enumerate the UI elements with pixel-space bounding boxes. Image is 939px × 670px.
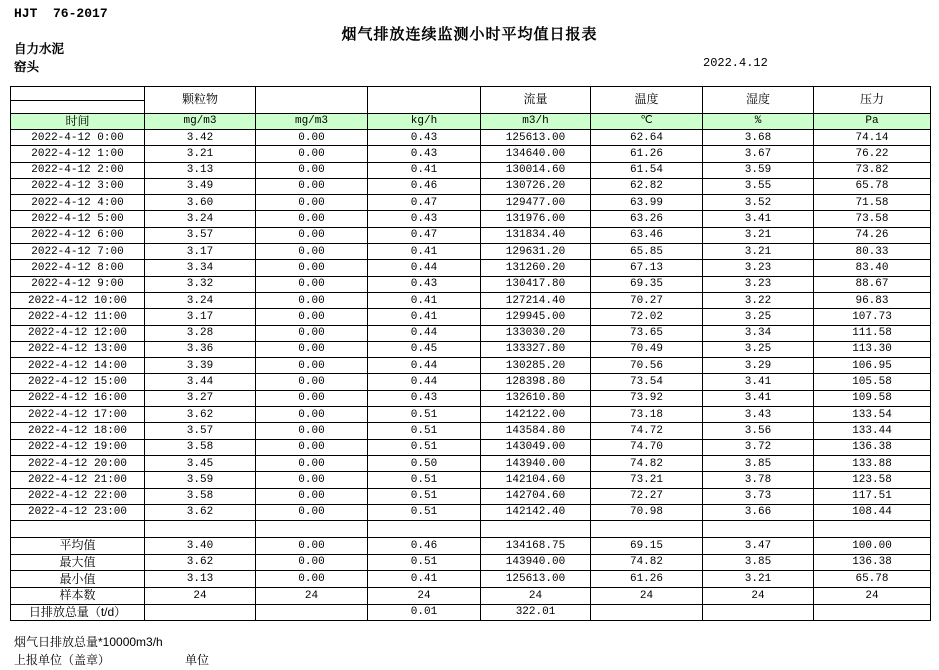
table-cell: 2022-4-12 17:00 — [11, 407, 145, 423]
table-cell: 107.73 — [814, 309, 931, 325]
table-cell: 2022-4-12 2:00 — [11, 162, 145, 178]
table-cell: 0.44 — [368, 374, 481, 390]
table-cell: 2022-4-12 14:00 — [11, 358, 145, 374]
table-cell: 3.24 — [145, 211, 256, 227]
table-cell: 2022-4-12 7:00 — [11, 244, 145, 260]
table-cell: 3.60 — [145, 195, 256, 211]
table-cell: 113.30 — [814, 341, 931, 357]
table-cell: 106.95 — [814, 358, 931, 374]
table-cell: 0.51 — [368, 407, 481, 423]
table-cell: 0.00 — [256, 260, 368, 276]
table-cell: 3.17 — [145, 309, 256, 325]
table-row — [11, 341, 931, 357]
table-cell: 2022-4-12 3:00 — [11, 178, 145, 194]
table-cell — [256, 87, 368, 114]
table-cell: 111.58 — [814, 325, 931, 341]
table-cell: 0.00 — [256, 439, 368, 455]
table-cell: 131260.20 — [481, 260, 591, 276]
table-cell: 0.51 — [368, 472, 481, 488]
summary-row — [11, 587, 931, 604]
table-cell: 117.51 — [814, 488, 931, 504]
table-cell: 70.49 — [591, 341, 703, 357]
table-cell: 70.98 — [591, 504, 703, 520]
table-cell: 0.01 — [368, 604, 481, 621]
table-cell: 130417.80 — [481, 276, 591, 292]
table-cell — [256, 521, 368, 538]
table-cell: 0.00 — [256, 146, 368, 162]
table-cell: 3.25 — [703, 341, 814, 357]
table-row — [11, 439, 931, 455]
table-cell — [814, 604, 931, 621]
table-cell: 0.43 — [368, 276, 481, 292]
table-cell: 3.27 — [145, 390, 256, 406]
table-cell: 2022-4-12 19:00 — [11, 439, 145, 455]
table-cell: 样本数 — [11, 587, 145, 604]
table-cell: 0.00 — [256, 504, 368, 520]
table-cell: 0.41 — [368, 571, 481, 588]
table-cell: 142104.60 — [481, 472, 591, 488]
table-cell: 3.45 — [145, 455, 256, 471]
table-cell: 0.00 — [256, 309, 368, 325]
table-cell: 0.51 — [368, 504, 481, 520]
summary-row — [11, 571, 931, 588]
table-row — [11, 488, 931, 504]
table-cell: 0.00 — [256, 488, 368, 504]
table-cell: 0.44 — [368, 260, 481, 276]
table-cell: 0.00 — [256, 472, 368, 488]
table-cell: 0.46 — [368, 538, 481, 555]
table-cell: 3.40 — [145, 538, 256, 555]
table-cell: 73.21 — [591, 472, 703, 488]
table-cell: 2022-4-12 23:00 — [11, 504, 145, 520]
table-cell: 0.51 — [368, 488, 481, 504]
table-cell: 3.21 — [703, 571, 814, 588]
table-cell: 0.00 — [256, 390, 368, 406]
table-cell: 63.26 — [591, 211, 703, 227]
table-cell: 3.59 — [703, 162, 814, 178]
table-cell: 最小值 — [11, 571, 145, 588]
table-cell — [145, 604, 256, 621]
table-cell: 3.39 — [145, 358, 256, 374]
table-cell: 3.62 — [145, 504, 256, 520]
table-cell: 3.24 — [145, 292, 256, 308]
table-cell: 83.40 — [814, 260, 931, 276]
table-cell: 3.62 — [145, 407, 256, 423]
table-cell: 0.00 — [256, 162, 368, 178]
table-cell: 2022-4-12 20:00 — [11, 455, 145, 471]
table-cell: 24 — [481, 587, 591, 604]
table-cell: 74.72 — [591, 423, 703, 439]
table-cell: 24 — [703, 587, 814, 604]
table-row — [11, 407, 931, 423]
table-cell: 0.43 — [368, 211, 481, 227]
table-cell: 温度 — [591, 87, 703, 114]
table-cell: 日排放总量（t/d） — [11, 604, 145, 621]
table-cell: 3.13 — [145, 162, 256, 178]
table-cell: 0.47 — [368, 227, 481, 243]
table-cell: 3.23 — [703, 260, 814, 276]
table-cell: 134168.75 — [481, 538, 591, 555]
spacer-row — [11, 521, 931, 538]
table-cell: 0.41 — [368, 309, 481, 325]
table-cell: 3.67 — [703, 146, 814, 162]
table-cell: 3.73 — [703, 488, 814, 504]
table-cell: % — [703, 114, 814, 130]
table-cell: 73.92 — [591, 390, 703, 406]
table-cell: 133327.80 — [481, 341, 591, 357]
table-cell: 0.51 — [368, 554, 481, 571]
table-cell: 时间 — [11, 114, 145, 130]
table-cell: 2022-4-12 13:00 — [11, 341, 145, 357]
table-cell: 142122.00 — [481, 407, 591, 423]
table-cell: 2022-4-12 12:00 — [11, 325, 145, 341]
summary-row — [11, 604, 931, 621]
table-cell: 142142.40 — [481, 504, 591, 520]
table-cell: 72.27 — [591, 488, 703, 504]
table-cell: 3.41 — [703, 211, 814, 227]
table-row — [11, 276, 931, 292]
monitor-point-name: 窑头 — [14, 60, 40, 74]
table-cell: 129631.20 — [481, 244, 591, 260]
table-cell: 108.44 — [814, 504, 931, 520]
table-cell: 0.43 — [368, 146, 481, 162]
table-cell: 130726.20 — [481, 178, 591, 194]
table-cell: 65.85 — [591, 244, 703, 260]
table-cell: 0.41 — [368, 292, 481, 308]
table-cell: 24 — [814, 587, 931, 604]
table-cell: 0.00 — [256, 358, 368, 374]
table-cell: 100.00 — [814, 538, 931, 555]
table-cell: 62.64 — [591, 130, 703, 146]
table-cell: 0.00 — [256, 130, 368, 146]
table-cell — [481, 521, 591, 538]
table-cell: 129945.00 — [481, 309, 591, 325]
table-cell: 3.28 — [145, 325, 256, 341]
table-cell: 3.57 — [145, 423, 256, 439]
table-cell: 2022-4-12 8:00 — [11, 260, 145, 276]
table-cell: 72.02 — [591, 309, 703, 325]
table-cell: 133.44 — [814, 423, 931, 439]
table-cell: 2022-4-12 11:00 — [11, 309, 145, 325]
summary-row — [11, 554, 931, 571]
table-cell: 2022-4-12 1:00 — [11, 146, 145, 162]
table-cell: 最大值 — [11, 554, 145, 571]
table-cell: 65.78 — [814, 571, 931, 588]
table-cell: 2022-4-12 10:00 — [11, 292, 145, 308]
table-cell: 73.58 — [814, 211, 931, 227]
table-cell: 132610.80 — [481, 390, 591, 406]
table-cell: 3.23 — [703, 276, 814, 292]
table-cell: 0.00 — [256, 455, 368, 471]
table-row — [11, 130, 931, 146]
table-cell: 0.50 — [368, 455, 481, 471]
table-cell: 2022-4-12 22:00 — [11, 488, 145, 504]
table-cell: 3.21 — [703, 227, 814, 243]
table-cell — [703, 521, 814, 538]
table-cell: 69.15 — [591, 538, 703, 555]
table-cell: 0.41 — [368, 162, 481, 178]
table-cell: 3.66 — [703, 504, 814, 520]
table-cell: 0.00 — [256, 178, 368, 194]
table-cell — [145, 521, 256, 538]
table-cell: 136.38 — [814, 439, 931, 455]
table-cell: 143049.00 — [481, 439, 591, 455]
company-name: 自力水泥 — [14, 42, 65, 56]
table-cell: mg/m3 — [256, 114, 368, 130]
table-cell: 24 — [145, 587, 256, 604]
table-cell — [703, 604, 814, 621]
table-cell: 3.57 — [145, 227, 256, 243]
table-cell: 流量 — [481, 87, 591, 114]
table-row — [11, 504, 931, 520]
table-cell: 3.43 — [703, 407, 814, 423]
table-cell — [368, 521, 481, 538]
table-cell: 88.67 — [814, 276, 931, 292]
table-cell: 74.82 — [591, 455, 703, 471]
table-cell: mg/m3 — [145, 114, 256, 130]
table-row — [11, 227, 931, 243]
table-cell: m3/h — [481, 114, 591, 130]
table-cell: 63.99 — [591, 195, 703, 211]
table-cell: 73.82 — [814, 162, 931, 178]
table-cell — [368, 87, 481, 114]
table-cell: 2022-4-12 18:00 — [11, 423, 145, 439]
table-cell: 3.47 — [703, 538, 814, 555]
table-cell: 3.13 — [145, 571, 256, 588]
table-row — [11, 455, 931, 471]
table-cell: 133.88 — [814, 455, 931, 471]
table-cell: 70.56 — [591, 358, 703, 374]
table-cell: 3.41 — [703, 374, 814, 390]
table-cell: 0.00 — [256, 227, 368, 243]
table-row — [11, 423, 931, 439]
table-cell: 3.62 — [145, 554, 256, 571]
table-cell: 74.14 — [814, 130, 931, 146]
table-cell: 0.45 — [368, 341, 481, 357]
table-cell: 63.46 — [591, 227, 703, 243]
table-cell: 2022-4-12 6:00 — [11, 227, 145, 243]
table-cell — [256, 604, 368, 621]
table-cell: 322.01 — [481, 604, 591, 621]
table-row — [11, 260, 931, 276]
table-cell: 0.00 — [256, 571, 368, 588]
table-cell — [11, 521, 145, 538]
table-cell: 73.65 — [591, 325, 703, 341]
table-cell: 80.33 — [814, 244, 931, 260]
report-table-body — [11, 87, 931, 621]
table-cell: 3.58 — [145, 439, 256, 455]
table-cell: 70.27 — [591, 292, 703, 308]
table-row — [11, 244, 931, 260]
table-cell: 71.58 — [814, 195, 931, 211]
table-cell: 3.34 — [703, 325, 814, 341]
table-cell: ℃ — [591, 114, 703, 130]
table-cell: 134640.00 — [481, 146, 591, 162]
table-cell: 136.38 — [814, 554, 931, 571]
table-cell: 3.36 — [145, 341, 256, 357]
table-cell: 143940.00 — [481, 455, 591, 471]
table-cell — [11, 87, 145, 101]
table-cell: 129477.00 — [481, 195, 591, 211]
table-cell: 3.56 — [703, 423, 814, 439]
table-cell: 3.34 — [145, 260, 256, 276]
table-cell: 73.54 — [591, 374, 703, 390]
table-cell: 2022-4-12 15:00 — [11, 374, 145, 390]
report-date: 2022.4.12 — [703, 56, 768, 70]
table-cell: 0.47 — [368, 195, 481, 211]
table-cell: 0.00 — [256, 374, 368, 390]
table-cell: 0.00 — [256, 423, 368, 439]
table-cell: 湿度 — [703, 87, 814, 114]
table-row — [11, 195, 931, 211]
footer-flow-note: 烟气日排放总量*10000m3/h — [14, 635, 163, 649]
table-cell: 压力 — [814, 87, 931, 114]
report-unit-seal-label: 上报单位（盖章） — [14, 653, 111, 667]
table-cell: 128398.80 — [481, 374, 591, 390]
table-cell: 62.82 — [591, 178, 703, 194]
table-cell: 127214.40 — [481, 292, 591, 308]
table-cell: 3.44 — [145, 374, 256, 390]
table-row — [11, 146, 931, 162]
table-cell: 125613.00 — [481, 571, 591, 588]
table-cell: 74.82 — [591, 554, 703, 571]
table-cell: 0.41 — [368, 244, 481, 260]
table-cell — [591, 521, 703, 538]
table-cell: 3.72 — [703, 439, 814, 455]
table-cell: 133.54 — [814, 407, 931, 423]
table-cell: 0.00 — [256, 538, 368, 555]
table-cell: 2022-4-12 16:00 — [11, 390, 145, 406]
table-cell: 3.52 — [703, 195, 814, 211]
table-row — [11, 309, 931, 325]
table-cell: 142704.60 — [481, 488, 591, 504]
table-cell: 平均值 — [11, 538, 145, 555]
table-row — [11, 178, 931, 194]
table-cell: 73.18 — [591, 407, 703, 423]
table-cell: 3.25 — [703, 309, 814, 325]
unit-label: 单位 — [185, 653, 210, 667]
table-cell: 130014.60 — [481, 162, 591, 178]
table-cell: 0.43 — [368, 390, 481, 406]
table-cell: 0.00 — [256, 554, 368, 571]
table-cell — [591, 604, 703, 621]
table-row — [11, 162, 931, 178]
table-cell — [814, 521, 931, 538]
table-cell: 3.68 — [703, 130, 814, 146]
table-cell: 76.22 — [814, 146, 931, 162]
table-cell: 0.00 — [256, 276, 368, 292]
table-cell: kg/h — [368, 114, 481, 130]
table-cell: 3.42 — [145, 130, 256, 146]
table-cell: 69.35 — [591, 276, 703, 292]
table-cell: 3.41 — [703, 390, 814, 406]
table-cell: 3.29 — [703, 358, 814, 374]
table-row — [11, 292, 931, 308]
table-cell: 133030.20 — [481, 325, 591, 341]
table-cell: 0.43 — [368, 130, 481, 146]
table-row — [11, 358, 931, 374]
page-title: 烟气排放连续监测小时平均值日报表 — [341, 26, 598, 43]
table-cell: 0.00 — [256, 244, 368, 260]
table-row — [11, 325, 931, 341]
report-table — [10, 86, 931, 621]
table-row — [11, 211, 931, 227]
summary-row — [11, 538, 931, 555]
table-cell: 74.70 — [591, 439, 703, 455]
table-cell: 3.22 — [703, 292, 814, 308]
table-cell: 3.21 — [145, 146, 256, 162]
table-cell: 131834.40 — [481, 227, 591, 243]
table-cell: 0.46 — [368, 178, 481, 194]
table-cell: 123.58 — [814, 472, 931, 488]
table-cell: 0.44 — [368, 358, 481, 374]
table-cell: 24 — [591, 587, 703, 604]
table-row — [11, 390, 931, 406]
table-cell: 3.58 — [145, 488, 256, 504]
table-cell: 0.00 — [256, 407, 368, 423]
table-cell — [11, 101, 145, 114]
table-cell: 67.13 — [591, 260, 703, 276]
table-cell: 3.49 — [145, 178, 256, 194]
table-cell: 143940.00 — [481, 554, 591, 571]
table-cell: 74.26 — [814, 227, 931, 243]
table-cell: 0.00 — [256, 211, 368, 227]
units-row — [11, 114, 931, 130]
table-cell: 0.51 — [368, 439, 481, 455]
doc-standard-code: HJT 76-2017 — [14, 6, 108, 21]
table-cell: 125613.00 — [481, 130, 591, 146]
header-row-top — [11, 87, 931, 101]
table-cell: 96.83 — [814, 292, 931, 308]
table-cell: 24 — [368, 587, 481, 604]
table-cell: 3.55 — [703, 178, 814, 194]
table-cell: 3.21 — [703, 244, 814, 260]
table-cell: 24 — [256, 587, 368, 604]
table-cell: 0.00 — [256, 292, 368, 308]
table-row — [11, 472, 931, 488]
table-cell: 2022-4-12 5:00 — [11, 211, 145, 227]
table-cell: 0.00 — [256, 341, 368, 357]
table-cell: 143584.80 — [481, 423, 591, 439]
table-cell: 3.85 — [703, 455, 814, 471]
table-cell: 0.51 — [368, 423, 481, 439]
table-cell: 3.32 — [145, 276, 256, 292]
table-cell: 105.58 — [814, 374, 931, 390]
table-cell: 3.17 — [145, 244, 256, 260]
table-cell: 2022-4-12 21:00 — [11, 472, 145, 488]
table-cell: 65.78 — [814, 178, 931, 194]
table-cell: 3.78 — [703, 472, 814, 488]
table-cell: 0.00 — [256, 195, 368, 211]
table-row — [11, 374, 931, 390]
table-cell: 0.44 — [368, 325, 481, 341]
table-cell: Pa — [814, 114, 931, 130]
table-cell: 130285.20 — [481, 358, 591, 374]
table-cell: 61.26 — [591, 146, 703, 162]
table-cell: 2022-4-12 9:00 — [11, 276, 145, 292]
table-cell: 2022-4-12 4:00 — [11, 195, 145, 211]
table-cell: 0.00 — [256, 325, 368, 341]
table-cell: 131976.00 — [481, 211, 591, 227]
table-cell: 3.59 — [145, 472, 256, 488]
table-cell: 109.58 — [814, 390, 931, 406]
table-cell: 颗粒物 — [145, 87, 256, 114]
table-cell: 61.54 — [591, 162, 703, 178]
table-cell: 2022-4-12 0:00 — [11, 130, 145, 146]
table-cell: 3.85 — [703, 554, 814, 571]
table-cell: 61.26 — [591, 571, 703, 588]
